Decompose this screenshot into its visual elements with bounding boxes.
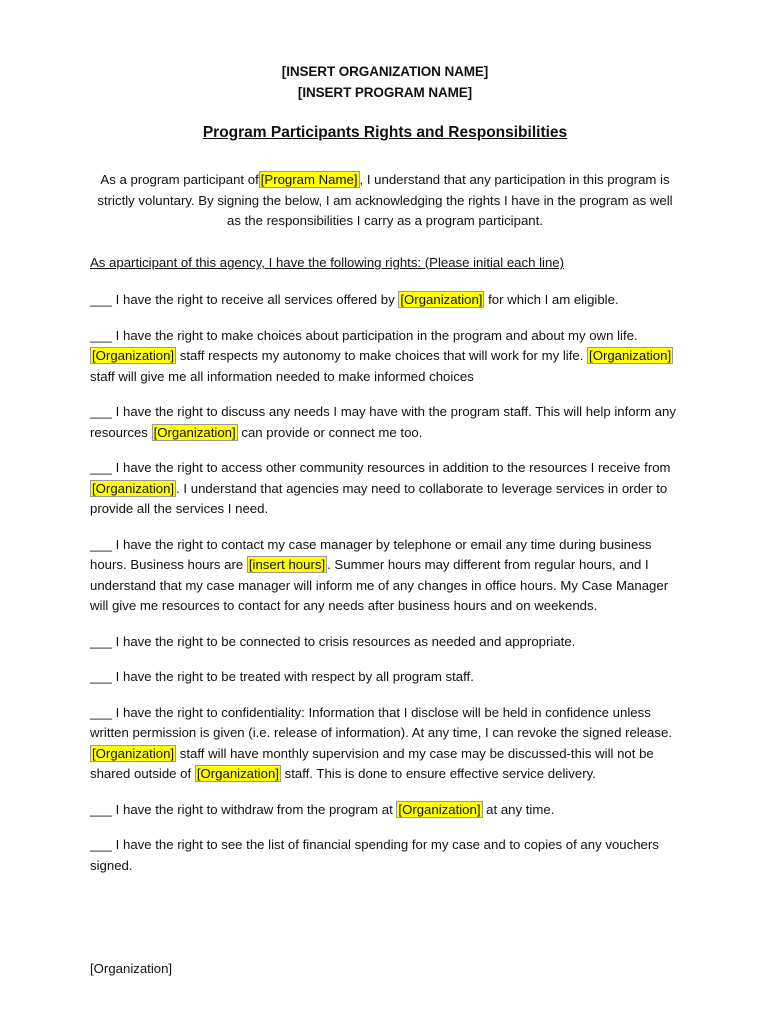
- rights-lead: As aparticipant of this agency, I have the following rights: (Please initial each line): [90, 255, 565, 270]
- right-text: staff will have monthly supervision and my case may be discussed-this will not be shared outside of: [90, 745, 654, 781]
- right-item-crisis-resources: [90, 632, 685, 653]
- right-item-community-resources: [90, 458, 685, 520]
- right-text: ___ I have the right to contact my case manager by telephone or email any time during business hours. Business hours are: [90, 536, 652, 572]
- right-text: staff will give me all information needed to make informed choices: [90, 368, 474, 384]
- right-item-financial-spending: [90, 835, 685, 876]
- right-text: . I understand that agencies may need to collaborate to leverage services in order to provide all the services I need.: [90, 480, 668, 516]
- right-text: ___ I have the right to discuss any needs I may have with the program staff. This will help inform any resources: [90, 404, 676, 440]
- right-text: ___ I have the right to see the list of financial spending for my case and to copies of any vouchers signed.: [90, 837, 659, 873]
- right-text: . Summer hours may different from regular hours, and I understand that my case manager will inform me of any changes in office hours. My Case Manager will give me resources to contact for any needs after business hours and on weekends.: [90, 557, 669, 613]
- right-text: ___ I have the right to be treated with respect by all program staff.: [90, 669, 474, 684]
- organization-placeholder: [Organization]: [196, 766, 279, 781]
- right-item-discuss-needs: [90, 402, 685, 443]
- right-text: at any time.: [482, 801, 555, 817]
- document-title: Program Participants Rights and Responsibilities: [202, 124, 568, 141]
- right-text: staff. This is done to ensure effective service delivery.: [280, 766, 596, 781]
- right-text: staff respects my autonomy to make choices that will work for my life.: [176, 348, 588, 363]
- footer-organization: [Organization]: [90, 961, 173, 976]
- organization-placeholder: [Organization]: [153, 424, 236, 440]
- intro-paragraph: [90, 170, 680, 232]
- right-item-confidentiality: [90, 703, 685, 785]
- organization-name-header: [INSERT ORGANIZATION NAME]: [281, 64, 489, 79]
- right-item-respect: [90, 667, 685, 688]
- organization-placeholder: [Organization]: [92, 480, 175, 496]
- right-text: for which I am eligible.: [484, 292, 619, 307]
- right-item-contact-case-manager: [90, 535, 685, 617]
- insert-hours-placeholder: [insert hours]: [248, 557, 326, 572]
- right-text: ___ I have the right to access other community resources in addition to the resources I receive from: [90, 460, 671, 475]
- organization-placeholder: [Organization]: [92, 348, 175, 363]
- right-item-choices: [90, 326, 685, 388]
- right-text: ___ I have the right to make choices about participation in the program and about my own life.: [90, 327, 638, 343]
- right-text: ___ I have the right to be connected to crisis resources as needed and appropriate.: [90, 633, 576, 649]
- right-item-services: [90, 290, 685, 311]
- right-text: ___ I have the right to receive all services offered by: [90, 292, 399, 307]
- right-text: ___ I have the right to confidentiality: Information that I disclose will be held in confidence unless written permission is given (i.e. release of information). At any time, I can revoke the signed release.: [90, 704, 672, 740]
- organization-placeholder: [Organization]: [400, 292, 483, 307]
- intro-text-1: As a program participant of: [100, 172, 259, 187]
- intro-text-2: , I understand that any participation in this program is strictly voluntary. By signing the below, I am acknowledging the rights I have in the program as well as the responsibilities I carry as a program participant.: [97, 172, 673, 228]
- program-name-header: [INSERT PROGRAM NAME]: [297, 85, 473, 100]
- right-text: ___ I have the right to withdraw from the program at: [90, 801, 397, 817]
- right-text: can provide or connect me too.: [237, 424, 423, 440]
- organization-placeholder: [Organization]: [589, 348, 672, 363]
- right-item-withdraw: [90, 800, 685, 821]
- organization-placeholder: [Organization]: [398, 801, 481, 817]
- organization-placeholder: [Organization]: [92, 745, 175, 761]
- program-name-placeholder: [Program Name]: [260, 172, 358, 187]
- rights-list: [90, 290, 685, 891]
